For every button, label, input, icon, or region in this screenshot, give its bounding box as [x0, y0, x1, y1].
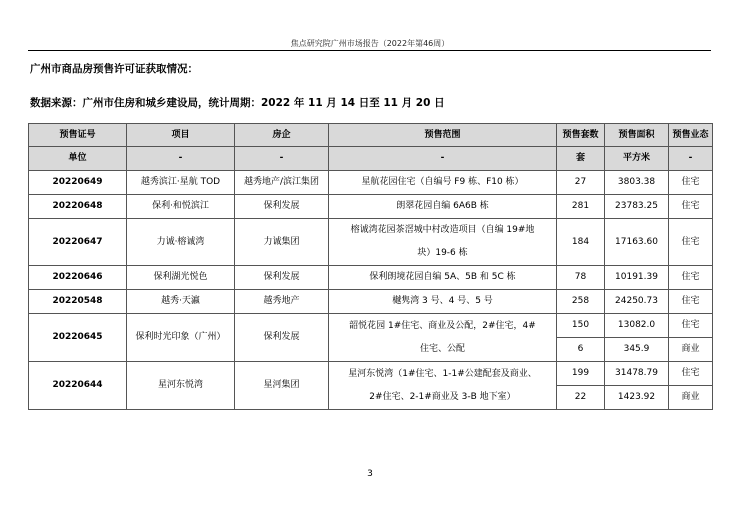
unit-count: 258	[557, 290, 605, 314]
unit-count: 150	[557, 314, 605, 338]
scope-line: 星河东悦湾（1#住宅、1-1#公建配套及商业、	[348, 368, 537, 379]
unit-cell: 平方米	[605, 147, 669, 171]
property-type: 商业	[669, 386, 713, 410]
developer-name: 保利发展	[235, 266, 329, 290]
data-source-line: 数据来源：广州市住房和城乡建设局，统计周期：2022 年 11 月 14 日至 11 月 20 日	[30, 97, 445, 109]
presale-scope	[329, 362, 557, 410]
page-header: 焦点研究院广州市场报告（2022年第46周）	[290, 39, 450, 48]
unit-cell: -	[235, 147, 329, 171]
col-header-scope: 预售范围	[329, 124, 557, 147]
col-header-developer: 房企	[235, 124, 329, 147]
property-type: 住宅	[669, 290, 713, 314]
col-header-project: 项目	[127, 124, 235, 147]
page-number: 3	[367, 469, 373, 479]
developer-name: 保利发展	[235, 195, 329, 219]
presale-area: 13082.0	[605, 314, 669, 338]
scope-line: 2#住宅、2-1#商业及 3-B 地下室）	[369, 391, 516, 402]
scope-line: 榕诚湾花园茶滘城中村改造项目（自编 19#地	[350, 225, 535, 235]
unit-cell: -	[127, 147, 235, 171]
project-name: 星河东悦湾	[127, 362, 235, 410]
presale-area: 31478.79	[605, 362, 669, 386]
table-row	[29, 314, 713, 338]
scope-line: 住宅、公配	[419, 343, 465, 354]
unit-cell: -	[669, 147, 713, 171]
unit-count: 199	[557, 362, 605, 386]
permit-no: 20220646	[29, 266, 127, 290]
unit-row	[29, 147, 713, 171]
developer-name: 越秀地产/滨江集团	[235, 171, 329, 195]
presale-area: 17163.60	[605, 219, 669, 266]
scope-line: 块）19-6 栋	[417, 248, 468, 258]
permit-no: 20220645	[29, 314, 127, 362]
developer-name: 越秀地产	[235, 290, 329, 314]
project-name: 越秀·天瀛	[127, 290, 235, 314]
presale-area: 345.9	[605, 338, 669, 362]
project-name: 力诚·榕诚湾	[127, 219, 235, 266]
project-name: 保利时光印象（广州）	[127, 314, 235, 362]
presale-area: 10191.39	[605, 266, 669, 290]
presale-area: 23783.25	[605, 195, 669, 219]
col-header-area: 预售面积	[605, 124, 669, 147]
unit-count: 78	[557, 266, 605, 290]
presale-scope	[329, 219, 557, 266]
presale-area: 24250.73	[605, 290, 669, 314]
unit-count: 22	[557, 386, 605, 410]
table-row	[29, 290, 713, 314]
property-type: 商业	[669, 338, 713, 362]
property-type: 住宅	[669, 266, 713, 290]
developer-name: 力诚集团	[235, 219, 329, 266]
unit-count: 6	[557, 338, 605, 362]
presale-scope: 朗翠花园自编 6A6B 栋	[329, 195, 557, 219]
table-header-row	[29, 124, 713, 147]
property-type: 住宅	[669, 314, 713, 338]
project-name: 越秀滨江·星航 TOD	[127, 171, 235, 195]
permit-no: 20220548	[29, 290, 127, 314]
unit-cell: -	[329, 147, 557, 171]
table-row	[29, 219, 713, 266]
section-subtitle: 广州市商品房预售许可证获取情况：	[30, 63, 198, 75]
presale-scope: 保利朗境花园自编 5A、5B 和 5C 栋	[329, 266, 557, 290]
presale-scope: 樾隽湾 3 号、4 号、5 号	[329, 290, 557, 314]
table-row	[29, 266, 713, 290]
scope-line: 韶悦花园 1#住宅、商业及公配，2#住宅，4#	[349, 320, 536, 331]
presale-scope	[329, 314, 557, 362]
permit-no: 20220644	[29, 362, 127, 410]
col-header-type: 预售业态	[669, 124, 713, 147]
developer-name: 星河集团	[235, 362, 329, 410]
unit-label: 单位	[29, 147, 127, 171]
property-type: 住宅	[669, 195, 713, 219]
permit-no: 20220647	[29, 219, 127, 266]
property-type: 住宅	[669, 171, 713, 195]
presale-area: 1423.92	[605, 386, 669, 410]
presale-permit-table	[28, 123, 713, 410]
project-name: 保利·和悦滨江	[127, 195, 235, 219]
unit-count: 281	[557, 195, 605, 219]
developer-name: 保利发展	[235, 314, 329, 362]
property-type: 住宅	[669, 219, 713, 266]
unit-cell: 套	[557, 147, 605, 171]
presale-scope: 星航花园住宅（自编号 F9 栋、F10 栋）	[329, 171, 557, 195]
unit-count: 184	[557, 219, 605, 266]
permit-no: 20220649	[29, 171, 127, 195]
property-type: 住宅	[669, 362, 713, 386]
permit-no: 20220648	[29, 195, 127, 219]
unit-count: 27	[557, 171, 605, 195]
presale-area: 3803.38	[605, 171, 669, 195]
col-header-permit-no: 预售证号	[29, 124, 127, 147]
header-divider	[28, 50, 711, 51]
col-header-units: 预售套数	[557, 124, 605, 147]
table-row	[29, 195, 713, 219]
table-row	[29, 362, 713, 386]
project-name: 保利湖光悦色	[127, 266, 235, 290]
table-row	[29, 171, 713, 195]
